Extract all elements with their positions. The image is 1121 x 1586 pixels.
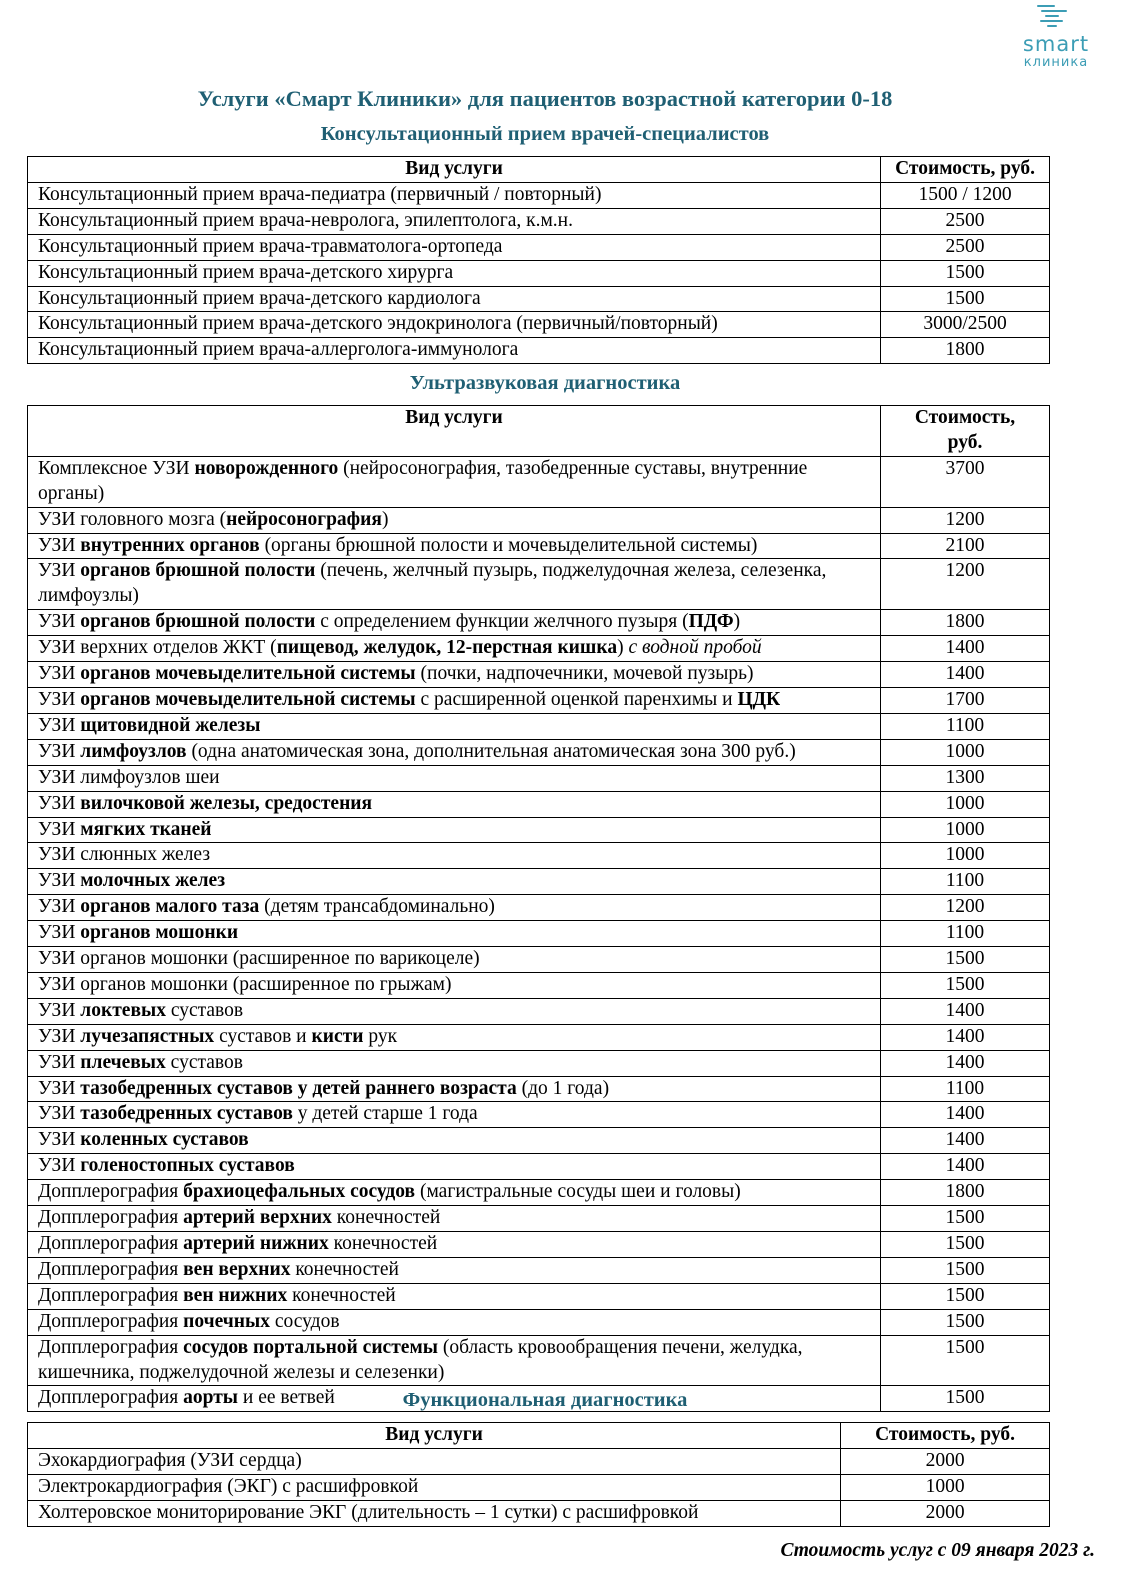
- service-name: [28, 338, 881, 364]
- table-row: [28, 260, 1050, 286]
- service-name-text: Допплерография: [38, 1310, 184, 1332]
- table-row: [28, 338, 1050, 364]
- service-name: [28, 972, 881, 998]
- service-price: 1500: [881, 972, 1050, 998]
- service-name-text: (почки, надпочечники, мочевой пузырь): [415, 663, 754, 685]
- service-name: [28, 1024, 881, 1050]
- price-effective-date: Стоимость услуг с 09 января 2023 г.: [780, 1540, 1095, 1561]
- service-name-text: молочных желез: [80, 870, 226, 892]
- table-row: [28, 713, 1050, 739]
- service-name-text: УЗИ: [38, 560, 81, 582]
- service-name: [28, 869, 881, 895]
- service-name-text: УЗИ лимфоузлов шеи: [38, 766, 220, 788]
- table-row: [28, 1154, 1050, 1180]
- service-name: [28, 765, 881, 791]
- service-price: 1500: [881, 260, 1050, 286]
- service-name: [28, 234, 881, 260]
- service-name-text: УЗИ: [38, 922, 81, 944]
- service-name-text: Холтеровское мониторирование ЭКГ (длительность – 1 сутки) с расшифровкой: [38, 1501, 699, 1523]
- service-name: [28, 1232, 881, 1258]
- service-price: 1400: [881, 1024, 1050, 1050]
- service-name-text: Электрокардиография (ЭКГ) с расшифровкой: [38, 1475, 419, 1497]
- service-name-text: нейросонография: [226, 508, 382, 530]
- service-price: 1500: [881, 1386, 1050, 1412]
- service-name-text: органов мочевыделительной системы: [80, 688, 416, 710]
- service-name: [28, 1076, 881, 1102]
- service-name: [28, 533, 881, 559]
- table-row: [28, 921, 1050, 947]
- service-price: 1000: [881, 817, 1050, 843]
- logo-text: [1010, 34, 1102, 69]
- table-row: [28, 182, 1050, 208]
- service-name: [28, 1309, 881, 1335]
- table-row: [28, 998, 1050, 1024]
- service-price: 1500: [881, 1232, 1050, 1258]
- service-name-text: и ее ветвей: [238, 1387, 335, 1409]
- service-name-text: конечностей: [331, 1207, 441, 1229]
- service-price: 1400: [881, 1102, 1050, 1128]
- service-name: [28, 791, 881, 817]
- table-row: [28, 972, 1050, 998]
- service-name-text: УЗИ: [38, 740, 81, 762]
- table-row: [28, 662, 1050, 688]
- table-row: [28, 1232, 1050, 1258]
- service-price: 1400: [881, 636, 1050, 662]
- logo-word-smart: smart: [1022, 32, 1090, 56]
- service-name-text: сосудов портальной системы: [183, 1336, 438, 1358]
- service-name: [28, 662, 881, 688]
- table-row: [28, 312, 1050, 338]
- service-price: 1400: [881, 1050, 1050, 1076]
- service-name: [28, 1206, 881, 1232]
- service-name-text: ): [617, 637, 629, 659]
- service-name-text: Консультационный прием врача-детского кардиолога: [38, 287, 481, 309]
- service-name-text: кисти: [311, 1025, 364, 1047]
- service-name-text: сосудов: [270, 1310, 340, 1332]
- service-name: [28, 507, 881, 533]
- table-row: [28, 895, 1050, 921]
- service-price: 1400: [881, 662, 1050, 688]
- service-name-text: конечностей: [287, 1284, 396, 1306]
- table-row: [28, 1500, 1050, 1526]
- service-price: 1400: [881, 1128, 1050, 1154]
- service-name-text: лимфоузлов: [80, 740, 187, 762]
- service-name-text: Допплерография: [38, 1387, 184, 1409]
- service-name-text: УЗИ слюнных желез: [38, 844, 211, 866]
- service-name-text: пищевод, желудок, 12-перстная кишка: [276, 637, 618, 659]
- service-name-text: Допплерография: [38, 1258, 184, 1280]
- service-price: 1700: [881, 687, 1050, 713]
- functional-diagnostics-table: [27, 1422, 1050, 1527]
- service-name-text: УЗИ органов мошонки (расширенное по варикоцеле): [38, 948, 480, 970]
- service-name: [28, 260, 881, 286]
- service-name-text: ): [733, 611, 741, 633]
- consultations-table: [27, 156, 1050, 364]
- service-name-text: (до 1 года): [516, 1077, 610, 1099]
- service-name: [28, 998, 881, 1024]
- service-name-text: тазобедренных суставов у детей раннего возраста: [80, 1077, 517, 1099]
- table-row: [28, 765, 1050, 791]
- table-row: [28, 1076, 1050, 1102]
- service-name-text: тазобедренных суставов: [80, 1103, 293, 1125]
- service-price: 1500: [881, 1257, 1050, 1283]
- service-name-text: УЗИ: [38, 1129, 81, 1151]
- service-name: [28, 182, 881, 208]
- service-name-text: с определением функции желчного пузыря (: [315, 611, 689, 633]
- service-name-text: (детям трансабдоминально): [259, 896, 495, 918]
- table-row: [28, 1283, 1050, 1309]
- service-name: [28, 286, 881, 312]
- service-price: 3000/2500: [881, 312, 1050, 338]
- service-name-text: УЗИ: [38, 1025, 81, 1047]
- service-name-text: Допплерография: [38, 1207, 184, 1229]
- column-header-price: Стоимость, руб.: [881, 406, 1050, 457]
- service-price: 1500: [881, 1206, 1050, 1232]
- table-row: [28, 533, 1050, 559]
- table-row: [28, 869, 1050, 895]
- service-name-text: УЗИ: [38, 999, 81, 1021]
- service-name: [28, 456, 881, 507]
- service-name-text: Консультационный прием врача-аллерголога-иммунолога: [38, 339, 519, 361]
- service-price: 1500: [881, 286, 1050, 312]
- column-header-price: Стоимость, руб.: [881, 157, 1050, 183]
- service-name-text: Консультационный прием врача-невролога, эпилептолога, к.м.н.: [38, 209, 573, 231]
- table-header-row: [28, 1423, 1050, 1449]
- table-row: [28, 1128, 1050, 1154]
- service-name: [28, 1500, 841, 1526]
- service-price: 1800: [881, 610, 1050, 636]
- service-name: [28, 817, 881, 843]
- service-name-text: органов мочевыделительной системы: [80, 663, 416, 685]
- table-row: [28, 1024, 1050, 1050]
- service-name-text: (органы брюшной полости и мочевыделительной системы): [259, 534, 758, 556]
- service-name: [28, 312, 881, 338]
- service-name-text: Комплексное УЗИ: [38, 457, 195, 479]
- service-name-text: УЗИ: [38, 896, 81, 918]
- service-name-text: плечевых: [80, 1051, 166, 1073]
- table-row: [28, 843, 1050, 869]
- table-row: [28, 559, 1050, 610]
- service-name-text: УЗИ головного мозга (: [38, 508, 227, 530]
- service-name-text: УЗИ: [38, 1103, 81, 1125]
- service-price: 1200: [881, 559, 1050, 610]
- column-header-service: Вид услуги: [28, 157, 881, 183]
- service-name: [28, 843, 881, 869]
- service-name-text: Допплерография: [38, 1284, 184, 1306]
- service-name: [28, 1050, 881, 1076]
- table-row: [28, 208, 1050, 234]
- service-price: 1500: [881, 1335, 1050, 1386]
- service-name-text: локтевых: [80, 999, 166, 1021]
- service-name-text: органов брюшной полости: [80, 560, 316, 582]
- service-name-text: вилочковой железы, средостения: [80, 792, 373, 814]
- service-name-text: Консультационный прием врача-детского эндокринолога (первичный/повторный): [38, 313, 718, 335]
- service-name: [28, 895, 881, 921]
- service-name-text: органов малого таза: [80, 896, 260, 918]
- logo-word-clinic: клиника: [1023, 55, 1089, 70]
- service-name: [28, 610, 881, 636]
- service-name: [28, 1102, 881, 1128]
- service-name: [28, 1257, 881, 1283]
- service-name-text: коленных суставов: [80, 1129, 249, 1151]
- service-price: 2500: [881, 234, 1050, 260]
- service-price: 1800: [881, 1180, 1050, 1206]
- table-row: [28, 739, 1050, 765]
- column-header-service: Вид услуги: [28, 406, 881, 457]
- service-name-text: УЗИ: [38, 688, 81, 710]
- service-price: 1500: [881, 1309, 1050, 1335]
- service-name: [28, 921, 881, 947]
- table-row: [28, 947, 1050, 973]
- service-price: 1400: [881, 1154, 1050, 1180]
- service-name-text: УЗИ: [38, 792, 81, 814]
- service-name-text: (одна анатомическая зона, дополнительная анатомическая зона 300 руб.): [186, 740, 796, 762]
- service-price: 1100: [881, 921, 1050, 947]
- service-price: 1500 / 1200: [881, 182, 1050, 208]
- service-name: [28, 1283, 881, 1309]
- service-price: 1100: [881, 1076, 1050, 1102]
- table-row: [28, 1474, 1050, 1500]
- service-name-text: суставов: [165, 999, 244, 1021]
- table-row: [28, 456, 1050, 507]
- service-name: [28, 1335, 881, 1386]
- service-name: [28, 559, 881, 610]
- service-price: 2000: [841, 1500, 1050, 1526]
- service-name-text: с водной пробой: [628, 637, 762, 659]
- section-title-functional: Функциональная диагностика: [402, 1389, 688, 1411]
- service-name-text: у детей старше 1 года: [292, 1103, 478, 1125]
- service-name-text: Консультационный прием врача-педиатра (первичный / повторный): [38, 183, 602, 205]
- table-header-row: [28, 157, 1050, 183]
- table-row: [28, 1309, 1050, 1335]
- service-name-text: Консультационный прием врача-детского хирурга: [38, 261, 454, 283]
- table-row: [28, 1448, 1050, 1474]
- service-name-text: УЗИ верхних отделов ЖКТ (: [38, 637, 277, 659]
- service-name-text: (нейросонография, тазобедренные суставы, внутренние органы): [38, 457, 808, 504]
- service-name-text: УЗИ: [38, 611, 81, 633]
- service-name-text: мягких тканей: [80, 818, 212, 840]
- table-row: [28, 1180, 1050, 1206]
- service-name-text: УЗИ органов мошонки (расширенное по грыжам): [38, 973, 452, 995]
- service-name-text: новорожденного: [194, 457, 339, 479]
- service-name: [28, 713, 881, 739]
- service-price: 1000: [881, 791, 1050, 817]
- column-header-service: Вид услуги: [28, 1423, 841, 1449]
- service-name: [28, 208, 881, 234]
- table-row: [28, 687, 1050, 713]
- service-name-text: ЦДК: [737, 688, 781, 710]
- service-name: [28, 1448, 841, 1474]
- section-title-ultrasound: Ультразвуковая диагностика: [409, 372, 681, 394]
- column-header-price: Стоимость, руб.: [841, 1423, 1050, 1449]
- service-name-text: артерий нижних: [183, 1233, 329, 1254]
- service-price: 2500: [881, 208, 1050, 234]
- service-price: 1800: [881, 338, 1050, 364]
- table-row: [28, 610, 1050, 636]
- service-name-text: Допплерография: [38, 1233, 184, 1254]
- service-price: 1100: [881, 869, 1050, 895]
- service-price: 1000: [841, 1474, 1050, 1500]
- table-row: [28, 1206, 1050, 1232]
- table-row: [28, 234, 1050, 260]
- table-row: [28, 1050, 1050, 1076]
- service-name-text: аорты: [183, 1387, 239, 1409]
- table-row: [28, 286, 1050, 312]
- table-row: [28, 636, 1050, 662]
- service-name-text: (область кровообращения печени, желудка, кишечника, поджелудочной железы и селезенки): [38, 1336, 803, 1383]
- service-name-text: вен верхних: [183, 1258, 291, 1280]
- service-name-text: Допплерография: [38, 1181, 184, 1203]
- service-price: 2000: [841, 1448, 1050, 1474]
- service-price: 1000: [881, 739, 1050, 765]
- service-name-text: УЗИ: [38, 818, 81, 840]
- service-name: [28, 1154, 881, 1180]
- table-row: [28, 1257, 1050, 1283]
- service-name-text: голеностопных суставов: [80, 1155, 295, 1177]
- service-name-text: Эхокардиография (УЗИ сердца): [38, 1449, 302, 1471]
- service-price: 1500: [881, 947, 1050, 973]
- service-name-text: УЗИ: [38, 1155, 81, 1177]
- service-name-text: с расширенной оценкой паренхимы и: [415, 688, 738, 710]
- service-price: 3700: [881, 456, 1050, 507]
- page-title: Услуги «Смарт Клиники» для пациентов возрастной категории 0-18: [197, 86, 893, 111]
- service-name: [28, 636, 881, 662]
- section-title-consultations: Консультационный прием врачей-специалистов: [320, 123, 770, 145]
- service-name-text: УЗИ: [38, 1077, 81, 1099]
- service-name-text: брахиоцефальных сосудов: [183, 1181, 416, 1203]
- service-name-text: Консультационный прием врача-травматолога-ортопеда: [38, 235, 503, 257]
- service-name-text: суставов: [165, 1051, 243, 1073]
- table-row: [28, 791, 1050, 817]
- service-name-text: суставов и: [214, 1025, 312, 1047]
- service-price: 1200: [881, 507, 1050, 533]
- table-header-row: [28, 406, 1050, 457]
- service-name-text: УЗИ: [38, 714, 81, 736]
- service-name-text: органов мошонки: [80, 922, 239, 944]
- service-name-text: ): [381, 508, 389, 530]
- service-name-text: (магистральные сосуды шеи и головы): [415, 1181, 741, 1203]
- service-name-text: УЗИ: [38, 663, 81, 685]
- service-name-text: вен нижних: [183, 1284, 288, 1306]
- service-name-text: артерий верхних: [183, 1207, 332, 1229]
- service-name-text: конечностей: [290, 1258, 399, 1280]
- service-name-text: ПДФ: [688, 611, 734, 633]
- service-price: 1400: [881, 998, 1050, 1024]
- service-name: [28, 739, 881, 765]
- service-name: [28, 687, 881, 713]
- service-price: 2100: [881, 533, 1050, 559]
- service-price: 1200: [881, 895, 1050, 921]
- service-name-text: конечностей: [328, 1233, 438, 1254]
- service-name-text: органов брюшной полости: [80, 611, 316, 633]
- service-price: 1100: [881, 713, 1050, 739]
- table-row: [28, 507, 1050, 533]
- service-name-text: щитовидной железы: [80, 714, 261, 736]
- service-name: [28, 1128, 881, 1154]
- service-name-text: (печень, желчный пузырь, поджелудочная железа, селезенка, лимфоузлы): [38, 560, 827, 607]
- table-row: [28, 1102, 1050, 1128]
- service-name-text: внутренних органов: [80, 534, 260, 556]
- service-name-text: УЗИ: [38, 534, 81, 556]
- table-row: [28, 1335, 1050, 1386]
- service-price: 1000: [881, 843, 1050, 869]
- service-name: [28, 947, 881, 973]
- service-name: [28, 1180, 881, 1206]
- service-name-text: почечных: [183, 1310, 270, 1332]
- ultrasound-table: [27, 405, 1050, 1412]
- service-price: 1500: [881, 1283, 1050, 1309]
- service-name-text: Допплерография: [38, 1336, 184, 1358]
- service-name-text: лучезапястных: [80, 1025, 215, 1047]
- service-name-text: рук: [363, 1025, 398, 1047]
- service-price: 1300: [881, 765, 1050, 791]
- table-row: [28, 817, 1050, 843]
- service-name-text: УЗИ: [38, 1051, 81, 1073]
- service-name-text: УЗИ: [38, 870, 81, 892]
- service-name: [28, 1474, 841, 1500]
